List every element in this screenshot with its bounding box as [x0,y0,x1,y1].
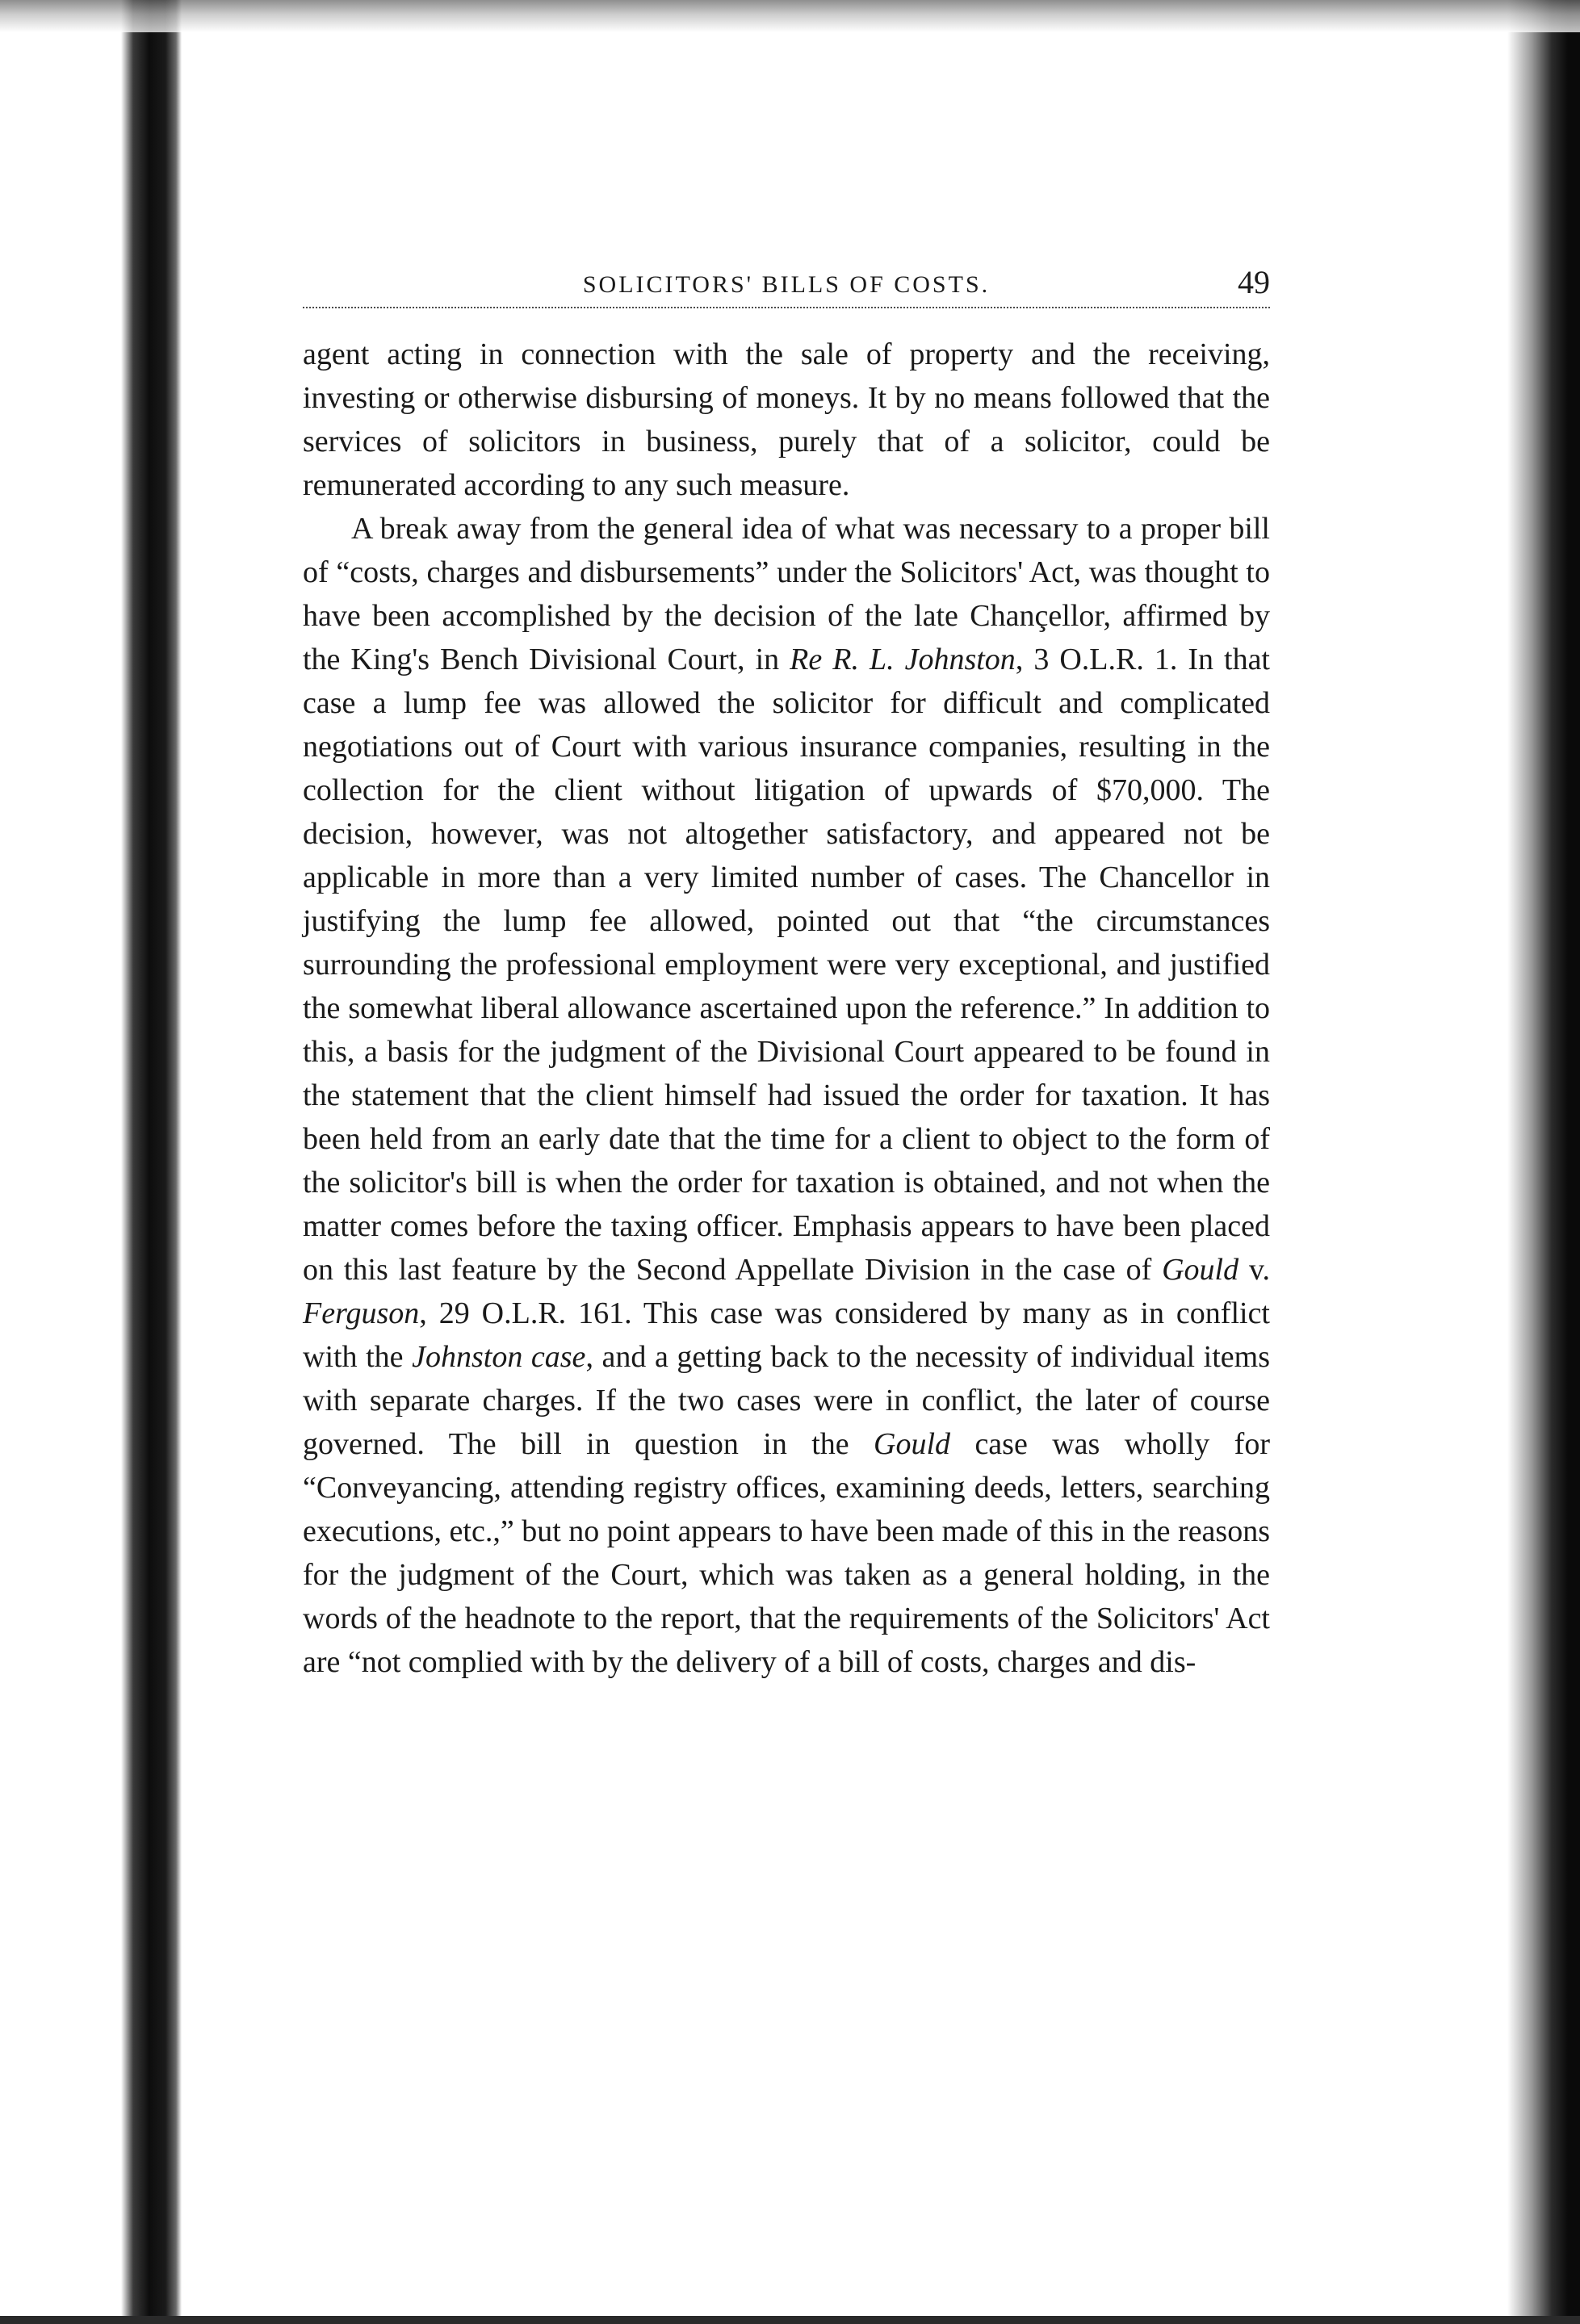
text-run: , and a getting back to the necessity of individual items with separate charges. If the two cases were in conflict, the later of course governed. The bill in question in the [303,1340,1271,1461]
running-title: SOLICITORS' BILLS OF COSTS. [582,271,991,298]
text-run: v. [1238,1253,1270,1287]
italic-text-run: Gould [874,1427,951,1461]
page-edge-bottom [0,2316,1580,2324]
italic-text-run: Re R. L. Johnston [790,643,1016,676]
page-edge-right [1507,0,1580,2324]
book-binding-shadow [0,0,182,2324]
paragraph-1 [303,333,1270,507]
text-run: agent acting in connection with the sale of property and the receiving, investing or otherwise disbursing of moneys. It by no means followed that the services of solicitors in business, purely that of a solicitor, could be remunerated according to any such measure. [303,337,1270,502]
page-edge-top [0,0,1580,32]
paragraph-2 [303,507,1270,1684]
italic-text-run: Ferguson [303,1296,420,1330]
running-header [303,258,1270,308]
text-run: , 3 O.L.R. 1. In that case a lump fee was allowed the solicitor for difficult and complicated negotiations out of Court with various insurance companies, resulting in the collection for the client without litigation of upwards of $70,000. The decision, however, was not altogether satisfactory, and appeared not be applicable in more than a very limited number of cases. The Chancellor in justifying the lump fee allowed, pointed out that “the circumstances surrounding the professional employment were very exceptional, and justified the somewhat liberal allowance ascertained upon the reference.” In addition to this, a basis for the judgment of the Divisional Court appeared to be found in the statement that the client himself had issued the order for taxation. It has been held from an early date that the time for a client to object to the form of the solicitor's bill is when the order for taxation is obtained, and not when the matter comes before the taxing officer. Emphasis appears to have been placed on this last feature by the Second Appellate Division in the case of [303,643,1270,1287]
book-page [303,258,1270,1684]
page-number: 49 [1238,264,1270,300]
text-run: A break away from the general idea of what was necessary to a proper bill of “costs, charges and disbursements” under the Solicitors' Act, was thought to have been accomplished by the decision of the late Chançellor, affirmed by the King's Bench Divisional Court, in [303,512,1270,676]
italic-text-run: Johnston case [412,1340,586,1374]
italic-text-run: Gould [1162,1253,1239,1287]
page-body [303,333,1270,1684]
text-run: case was wholly for “Conveyancing, attending registry offices, examining deeds, letters, searching executions, etc.,” but no point appears to have been made of this in the reasons for the judgment of the Court, which was taken as a general holding, in the words of the headnote to the report, that the requirements of the Solicitors' Act are “not complied with by the delivery of a bill of costs, charges and dis- [303,1427,1270,1679]
text-run: , 29 O.L.R. 161. This case was considered by many as in conflict with the [303,1296,1270,1374]
